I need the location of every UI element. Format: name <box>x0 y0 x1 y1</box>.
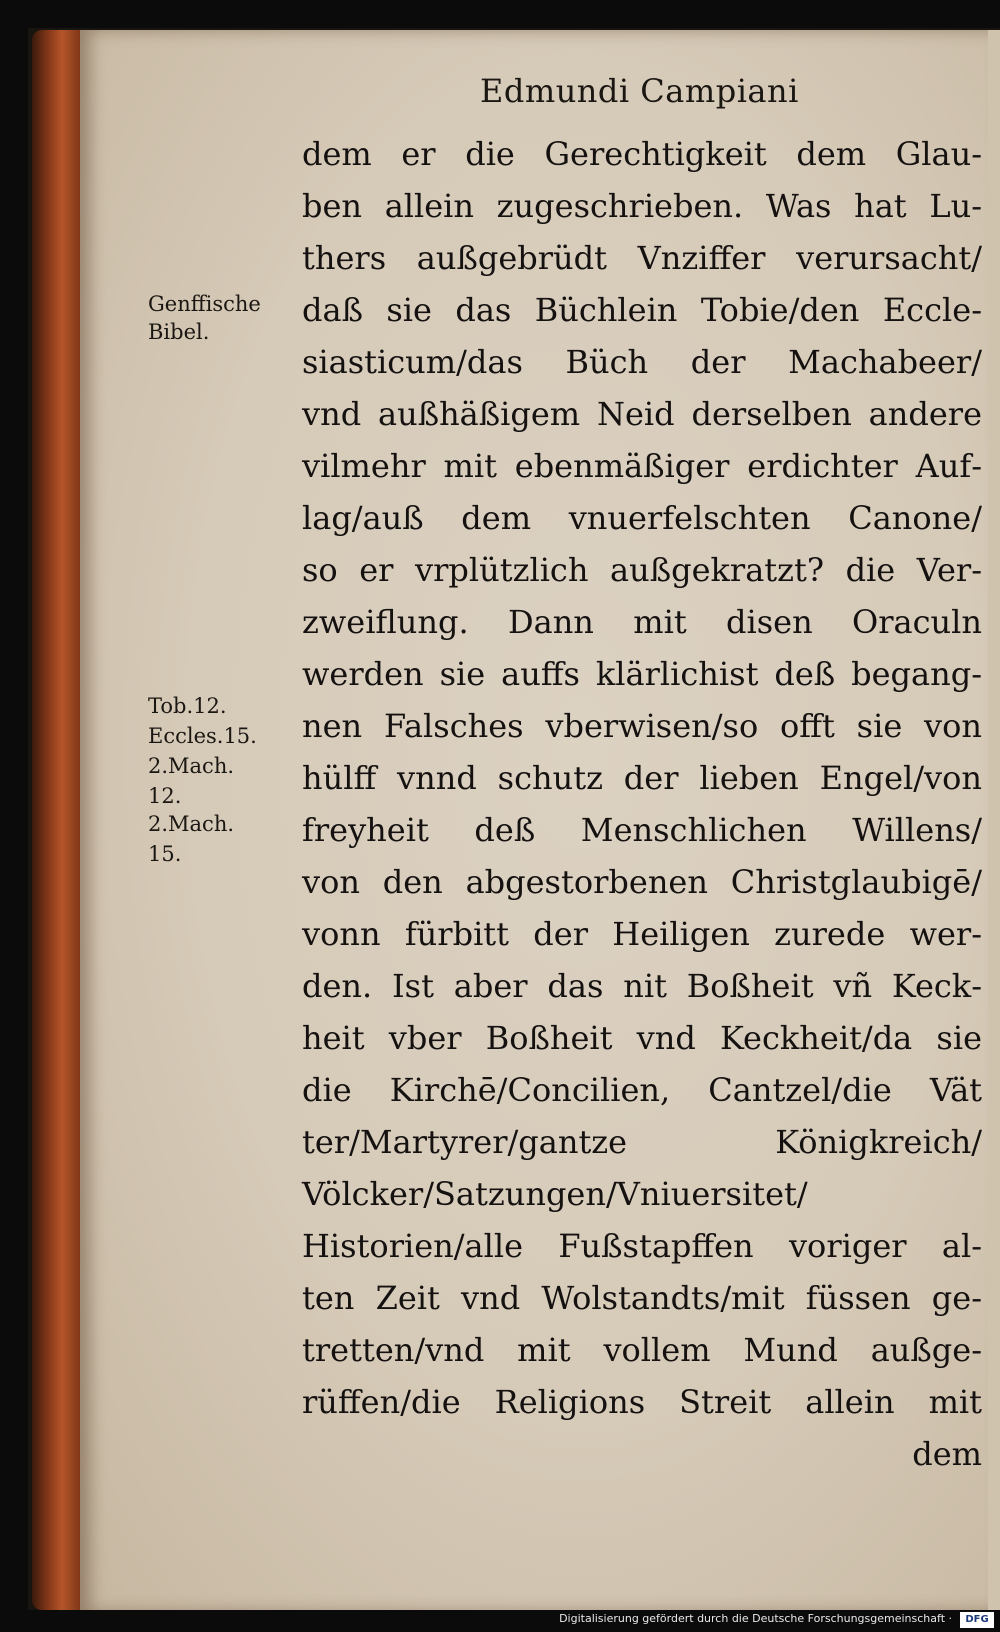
text-line: die Kirchē/Concilien, Cantzel/die Vät <box>302 1071 982 1109</box>
text-line: werden sie auffs klärlichist deß begang‑ <box>302 655 982 693</box>
text-line: Historien/alle Fußstapffen voriger al‑ <box>302 1227 982 1265</box>
margin-note-ref-mach2: 2.Mach. <box>148 812 235 836</box>
text-line: zweiflung. Dann mit disen Oraculn <box>302 603 982 641</box>
text-line: ter/Martyrer/gantze Königkreich/ <box>302 1123 982 1161</box>
text-line: vonn fürbitt der Heiligen zurede wer‑ <box>302 915 982 953</box>
text-line: vilmehr mit ebenmäßiger erdichter Auf‑ <box>302 447 982 485</box>
margin-note-genf: Genffische <box>148 292 261 316</box>
text-line: freyheit deß Menschlichen Willens/ <box>302 811 982 849</box>
body-text <box>302 128 982 1480</box>
text-line: den. Ist aber das nit Boßheit vñ Keck‑ <box>302 967 982 1005</box>
text-line: dem er die Gerechtigkeit dem Glau‑ <box>302 135 982 173</box>
text-line: so er vrplützlich außgekratzt? die Ver‑ <box>302 551 982 589</box>
text-line: tretten/vnd mit vollem Mund außge‑ <box>302 1331 982 1369</box>
text-line: lag/auß dem vnuerfelschten Canone/ <box>302 499 982 537</box>
text-line: thers außgebrüdt Vnziffer verursacht/ <box>302 239 982 277</box>
text-line: ten Zeit vnd Wolstandts/mit füssen ge‑ <box>302 1279 982 1317</box>
text-line: vnd außhäßigem Neid derselben andere <box>302 395 982 433</box>
text-line: hülff vnnd schutz der lieben Engel/von <box>302 759 982 797</box>
dfg-logo: DFG <box>960 1612 994 1628</box>
text-line: ben allein zugeschrieben. Was hat Lu‑ <box>302 187 982 225</box>
margin-note-bibel: Bibel. <box>148 320 210 344</box>
digitization-footer <box>0 1610 1000 1632</box>
book-edge <box>32 30 82 1610</box>
margin-note-ref-mach2-num: 15. <box>148 842 182 866</box>
text-line: von den abgestorbenen Christglaubigē/ <box>302 863 982 901</box>
funding-credit: Digitalisierung gefördert durch die Deutsche Forschungsgemeinschaft · <box>559 1612 952 1625</box>
margin-note-ref-eccl: Eccles.15. <box>148 724 257 748</box>
running-title: Edmundi Campiani <box>480 72 799 110</box>
facing-page-edge <box>988 30 1000 1612</box>
text-line: heit vber Boßheit vnd Keckheit/da sie <box>302 1019 982 1057</box>
text-line: siasticum/das Büch der Machabeer/ <box>302 343 982 381</box>
catchword: dem <box>912 1435 982 1473</box>
margin-note-ref-tob: Tob.12. <box>148 694 227 718</box>
text-line: daß sie das Büchlein Tobie/den Eccle‑ <box>302 291 982 329</box>
margin-note-ref-mach1: 2.Mach. <box>148 754 235 778</box>
text-line: rüffen/die Religions Streit allein mit <box>302 1383 982 1421</box>
margin-note-ref-mach1-num: 12. <box>148 784 182 808</box>
text-line: Völcker/Satzungen/Vniuersitet/ <box>302 1175 808 1213</box>
text-line: nen Falsches vberwisen/so offt sie von <box>302 707 982 745</box>
